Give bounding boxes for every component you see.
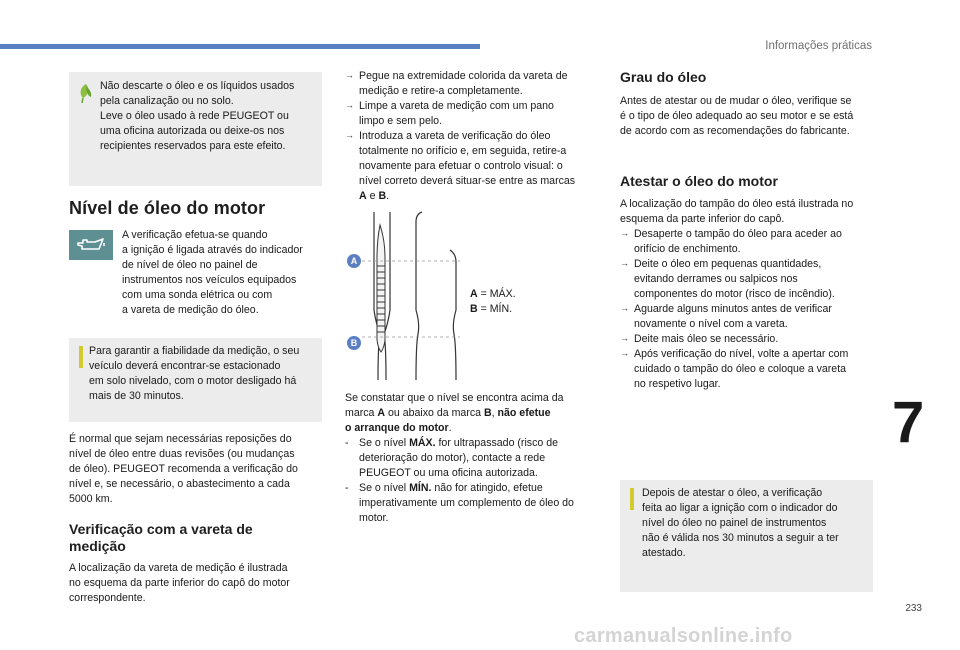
- oil-grade-paragraph: Antes de atestar ou de mudar o óleo, verifique se é o tipo de óleo adequado ao seu motor e se está de acordo com as recomendações do fabricante.: [620, 95, 854, 138]
- legend-a-key: A: [470, 288, 478, 300]
- title-line: Verificação com a vareta de: [69, 521, 253, 537]
- legend-b-value: = MÍN.: [477, 303, 513, 316]
- oil-grade-title: Grau do óleo: [620, 69, 707, 85]
- indicator-text-line: A verificação efetua-se quando: [122, 229, 268, 241]
- environment-leaf-icon: [77, 82, 95, 104]
- section-header: Informações práticas: [765, 40, 872, 52]
- step-item: → Limpe a vareta de medição com um pano limpo e sem pelo.: [345, 99, 603, 129]
- oil-warning-lamp: [69, 230, 113, 260]
- case-item: - Se o nível MÁX. for ultrapassado (risco de deterioração do motor), contacte a rede PEUGEOT ou uma oficina autorizada.: [345, 436, 605, 481]
- chapter-number: 7: [892, 390, 925, 455]
- level-result-paragraph: Se constatar que o nível se encontra acima da marca A ou abaixo da marca B, não efetue o arranque do motor. - Se o nível MÁX. for ultrapassado (risco de deterioração do motor), contacte a rede PEUGEOT ou uma oficina autorizada. - Se o nível MÍN. não for atingido, efetue imperativamente um complemento de óleo do motor.: [345, 391, 605, 526]
- info-line: Para garantir a fiabilidade da medição, o seu: [89, 345, 300, 357]
- warning-line: Leve o óleo usado à rede PEUGEOT ou: [100, 110, 289, 123]
- indicator-text-line: de nível de óleo no painel de: [122, 259, 258, 272]
- warning-line: pela canalização ou no solo.: [100, 95, 234, 108]
- info-icon: [630, 488, 634, 510]
- indicator-text-line: a vareta de medição do óleo.: [122, 304, 259, 317]
- indicator-text-line: instrumentos nos veículos equipados: [122, 274, 297, 287]
- info-line: veículo deverá encontrar-se estacionado: [89, 360, 281, 373]
- legend-a-value: = MÁX.: [477, 288, 516, 300]
- header-accent-bar: [0, 44, 480, 49]
- title-line: medição: [69, 537, 126, 554]
- warning-line: Não descarte o óleo e os líquidos usados: [100, 80, 295, 92]
- info-line: em solo nivelado, com o motor desligado há: [89, 375, 297, 388]
- warning-line: uma oficina autorizada ou deixe-os nos: [100, 125, 285, 138]
- fill-step: → Deite mais óleo se necessário.: [620, 332, 882, 347]
- dipstick-illustration: [340, 210, 470, 380]
- marker-b-badge: B: [350, 338, 358, 348]
- paragraph-line: nível e, se necessário, o abastecimento a cada: [69, 478, 290, 491]
- fill-step: → Aguarde alguns minutos antes de verificar novamente o nível com a vareta.: [620, 302, 882, 332]
- page-number: 233: [905, 603, 922, 614]
- fill-step: → Após verificação do nível, volte a apertar com cuidado o tampão do óleo e coloque a vareta no respetivo lugar.: [620, 347, 882, 392]
- step-item: → Pegue na extremidade colorida da vareta de medição e retire-a completamente.: [345, 69, 603, 99]
- paragraph-line: nível de óleo entre duas revisões (ou mudanças: [69, 448, 295, 461]
- info-line: mais de 30 minutos.: [89, 390, 184, 403]
- info-icon: [79, 346, 83, 368]
- fill-step: → Deite o óleo em pequenas quantidades, evitando derrames ou salpicos nos componentes do motor (risco de incêndio).: [620, 257, 882, 302]
- oil-can-icon: [69, 230, 113, 260]
- paragraph-line: 5000 km.: [69, 493, 113, 506]
- paragraph-line: correspondente.: [69, 592, 146, 605]
- refill-paragraph: [69, 432, 325, 507]
- legend-b-key: B: [470, 303, 478, 316]
- warning-line: recipientes reservados para este efeito.: [100, 140, 286, 153]
- dipstick-paragraph: [69, 561, 325, 606]
- paragraph-line: A localização da vareta de medição é ilustrada: [69, 562, 288, 574]
- fill-step: → Desaperte o tampão do óleo para aceder ao orifício de enchimento.: [620, 227, 882, 257]
- fill-oil-title: Atestar o óleo do motor: [620, 173, 778, 189]
- measurement-info-box: [69, 338, 322, 422]
- case-item: - Se o nível MÍN. não for atingido, efetue imperativamente um complemento de óleo do motor.: [345, 481, 605, 526]
- environment-warning-box: [69, 72, 322, 186]
- paragraph-line: de óleo). PEUGEOT recomenda a verificação do: [69, 463, 298, 476]
- step-item: → Introduza a vareta de verificação do óleo totalmente no orifício e, em seguida, retire-a novamente para efetuar o controlo visual: o nível correto deverá situar-se entre as marcas A e B.: [345, 129, 603, 204]
- dipstick-legend: [470, 287, 516, 317]
- footer-watermark: carmanualsonline.info: [574, 625, 793, 647]
- fill-info-box: Depois de atestar o óleo, a verificação feita ao ligar a ignição com o indicador do nível do óleo no painel de instrumentos não é válida nos 30 minutos a seguir a ter atestado.: [620, 480, 873, 592]
- indicator-text-line: a ignição é ligada através do indicador: [122, 244, 303, 257]
- indicator-text-line: com uma sonda elétrica ou com: [122, 289, 273, 302]
- dipstick-section-title: [69, 521, 253, 555]
- fill-oil-instructions: A localização do tampão do óleo está ilustrada no esquema da parte inferior do capô. → Desaperte o tampão do óleo para aceder ao orifício de enchimento. → Deite o óleo em pequenas quantidades, evitando derrames ou salpicos nos componentes do motor (risco de incêndio). → Aguarde alguns minutos antes de verificar novamente o nível com a vareta. → Deite mais óleo se necessário. → Após verificação do nível, volte a apertar com cuidado o tampão do óleo e coloque a vareta no respetivo lugar.: [620, 197, 882, 392]
- oil-level-title: Nível de óleo do motor: [69, 198, 266, 218]
- marker-a-badge: A: [350, 256, 358, 266]
- paragraph-line: no esquema da parte inferior do capô do motor: [69, 577, 290, 590]
- paragraph-line: É normal que sejam necessárias reposições do: [69, 433, 292, 445]
